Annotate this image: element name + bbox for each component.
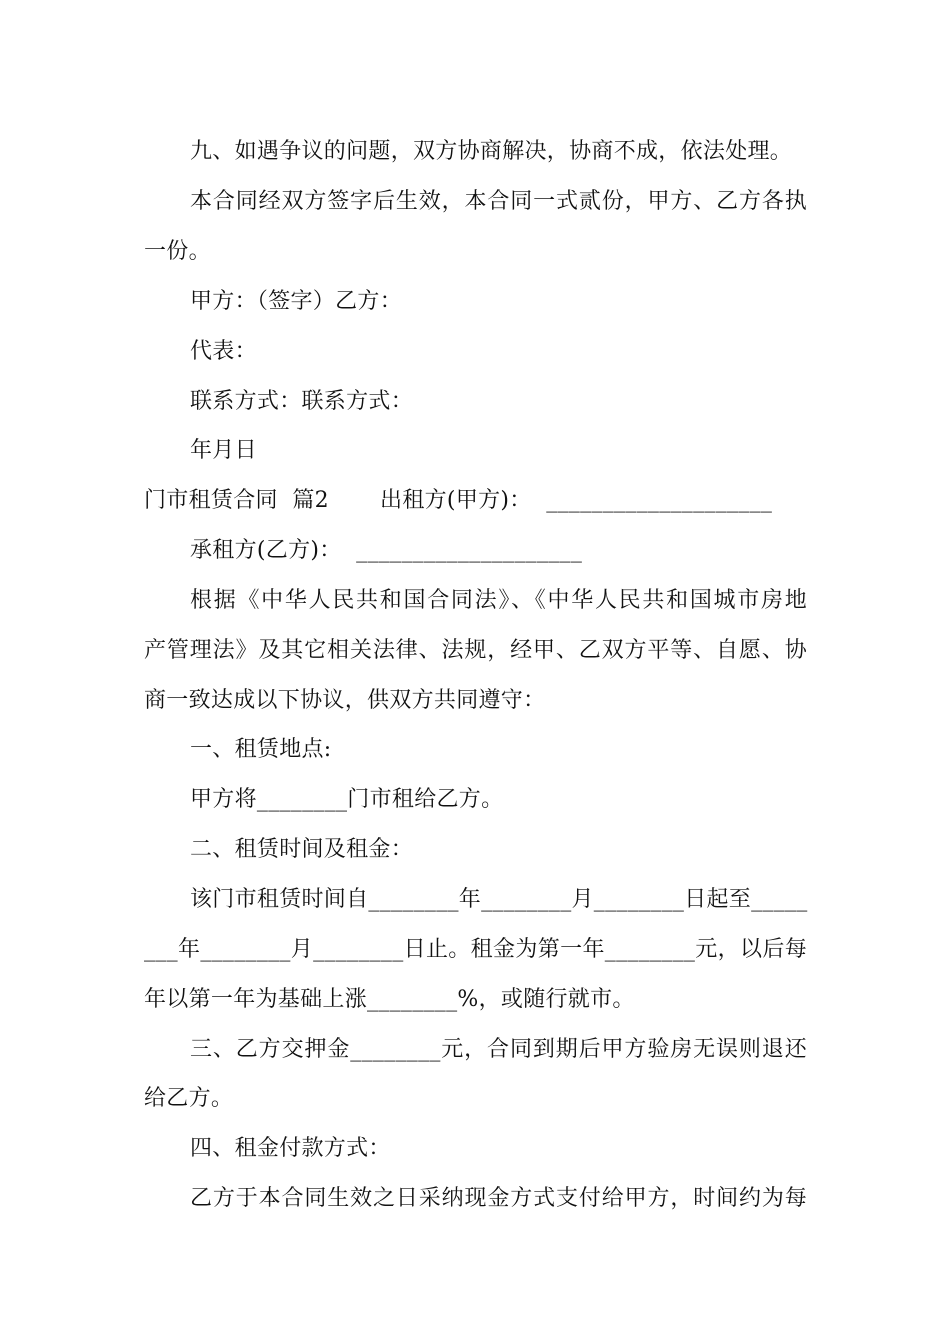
section-title-lessor: 门市租赁合同 篇2 出租方(甲方)： ____________________ — [144, 488, 773, 513]
lessee-field: 承租方(乙方)： ____________________ — [190, 538, 583, 563]
clause-1-heading: 一、租赁地点: — [190, 737, 332, 762]
date-field: 年月日 — [190, 438, 257, 463]
preamble-line-1: 根据《中华人民共和国合同法》、《中华人民共和国城市房地 — [190, 588, 807, 613]
preamble-line-3: 商一致达成以下协议，供双方共同遵守： — [144, 688, 546, 713]
clause-2-heading: 二、租赁时间及租金： — [190, 837, 414, 862]
clause-1-text: 甲方将________门市租给乙方。 — [190, 787, 504, 812]
party-a-signature: 甲方：（签字）乙方： — [190, 289, 403, 314]
clause-4-heading: 四、租金付款方式： — [190, 1136, 391, 1161]
clause-9-text: 九、如遇争议的问题，双方协商解决，协商不成，依法处理。 — [190, 139, 793, 164]
effect-clause-line-2: 一份。 — [144, 239, 211, 264]
contact-info-field: 联系方式：联系方式： — [190, 389, 414, 414]
preamble-line-2: 产管理法》及其它相关法律、法规，经甲、乙双方平等、自愿、协 — [144, 638, 807, 663]
representative-field: 代表： — [190, 339, 257, 364]
clause-3-line-1: 三、乙方交押金________元，合同到期后甲方验房无误则退还 — [190, 1037, 807, 1062]
clause-4-line-1: 乙方于本合同生效之日采纳现金方式支付给甲方，时间约为每 — [190, 1186, 807, 1211]
clause-2-line-1: 该门市租赁时间自________年________月________日起至_____ — [190, 887, 808, 912]
clause-2-line-2: ___年________月________日止。租金为第一年________元，以后每 — [144, 937, 807, 962]
clause-3-line-2: 给乙方。 — [144, 1086, 234, 1111]
clause-2-line-3: 年以第一年为基础上涨________%，或随行就市。 — [144, 987, 635, 1012]
effect-clause-line-1: 本合同经双方签字后生效，本合同一式贰份，甲方、乙方各执 — [190, 189, 807, 214]
